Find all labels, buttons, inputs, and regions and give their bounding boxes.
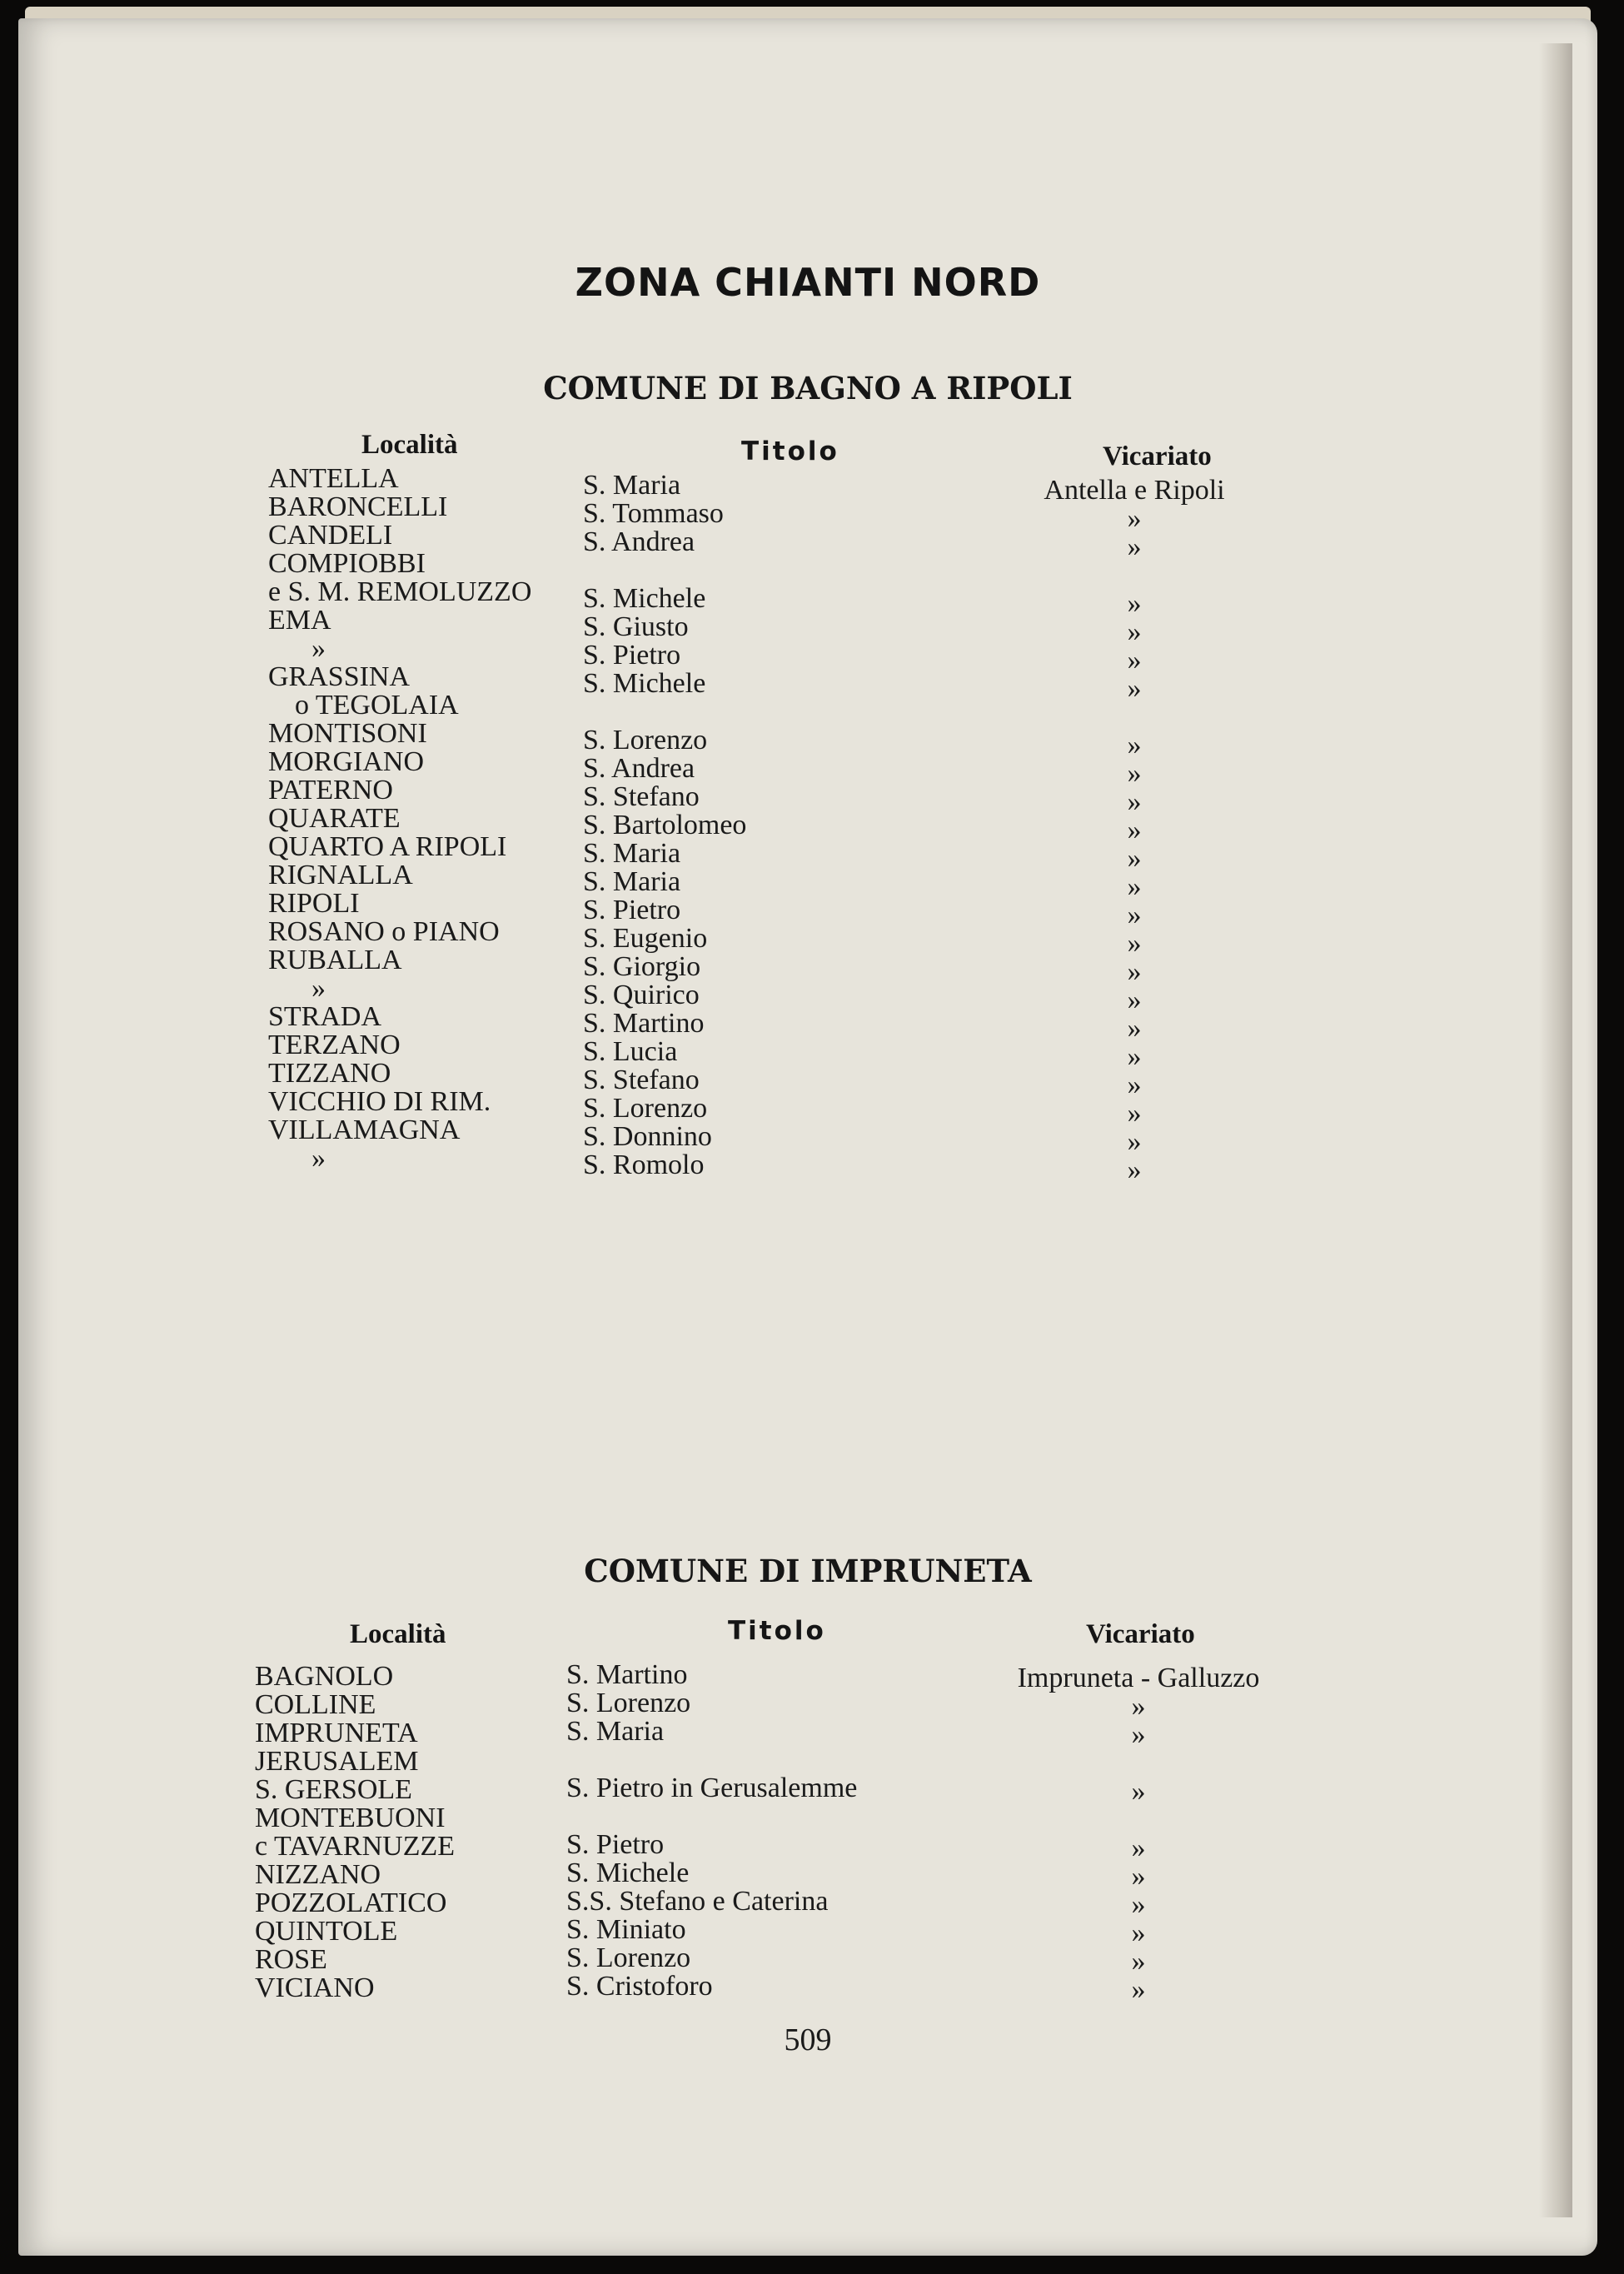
localita-entry: STRADA — [268, 1001, 382, 1032]
titolo-entry: S. Lorenzo — [566, 1942, 691, 1973]
titolo-entry: S. Quirico — [583, 980, 700, 1010]
vicariato-entry: » — [1127, 928, 1142, 959]
header-vicariato: Vicariato — [1103, 441, 1212, 471]
localita-entry: QUARATE — [268, 803, 401, 834]
localita-entry: » — [311, 633, 326, 664]
header-vicariato: Vicariato — [1086, 1619, 1195, 1649]
titolo-entry: S. Giorgio — [583, 951, 701, 982]
vicariato-entry: » — [1127, 645, 1142, 676]
titolo-entry: S. Romolo — [583, 1149, 705, 1180]
header-localita: Località — [361, 430, 458, 460]
titolo-entry: S.S. Stefano e Caterina — [566, 1886, 829, 1917]
localita-list — [255, 1663, 455, 2002]
localita-entry: c TAVARNUZZE — [255, 1831, 456, 1862]
titolo-entry: S. Martino — [566, 1659, 688, 1690]
titolo-entry: S. Pietro in Gerusalemme — [566, 1773, 858, 1803]
titolo-entry — [566, 1746, 857, 1774]
vicariato-entry: » — [1127, 871, 1142, 902]
titolo-entry: S. Lorenzo — [583, 1093, 708, 1124]
vicariato-entry: » — [1127, 1070, 1142, 1100]
localita-entry: BAGNOLO — [255, 1661, 394, 1692]
localita-entry: VICIANO — [255, 1972, 375, 2003]
vicariato-entry: » — [1127, 985, 1142, 1015]
localita-entry: IMPRUNETA — [255, 1718, 418, 1748]
zone-title: ZONA CHIANTI NORD — [575, 260, 1041, 305]
page-number: 509 — [784, 2022, 832, 2057]
vicariato-entry: » — [1131, 1917, 1146, 1948]
vicariato-entry: » — [1127, 956, 1142, 987]
localita-entry: COLLINE — [255, 1689, 376, 1720]
localita-entry: S. GERSOLE — [255, 1774, 412, 1805]
localita-entry: RIGNALLA — [268, 860, 413, 890]
vicariato-entry: » — [1131, 1833, 1146, 1863]
vicariato-entry: » — [1127, 673, 1142, 704]
titolo-entry: S. Andrea — [583, 526, 695, 557]
vicariato-entry — [984, 1749, 1293, 1778]
vicariato-entry — [1001, 703, 1268, 731]
vicariato-entry: » — [1127, 730, 1142, 760]
titolo-entry: S. Pietro — [583, 895, 681, 925]
vicariato-entry: » — [1127, 1098, 1142, 1129]
vicariato-entry: » — [1127, 1041, 1142, 1072]
titolo-list — [583, 471, 746, 1179]
vicariato-entry: Antella e Ripoli — [1044, 475, 1225, 506]
localita-entry: TERZANO — [268, 1030, 401, 1060]
titolo-entry: S. Donnino — [583, 1121, 712, 1152]
titolo-entry: S. Andrea — [583, 753, 695, 784]
localita-entry: ANTELLA — [268, 463, 399, 494]
titolo-entry: S. Stefano — [583, 781, 700, 812]
localita-entry: MORGIANO — [268, 746, 424, 777]
vicariato-entry: » — [1127, 531, 1142, 562]
titolo-entry: S. Stefano — [583, 1065, 700, 1095]
localita-entry: » — [311, 973, 326, 1004]
localita-entry: TIZZANO — [268, 1058, 391, 1089]
header-localita: Località — [350, 1619, 446, 1649]
titolo-entry — [583, 698, 746, 726]
titolo-entry: S. Bartolomeo — [583, 810, 747, 840]
titolo-entry: S. Lucia — [583, 1036, 678, 1067]
commune-bagno-a-ripoli-title: COMUNE DI BAGNO A RIPOLI — [543, 370, 1073, 406]
vicariato-entry: Impruneta - Galluzzo — [1017, 1663, 1260, 1693]
commune-impruneta-title: COMUNE DI IMPRUNETA — [584, 1553, 1032, 1589]
localita-entry: MONTEBUONI — [255, 1803, 446, 1833]
vicariato-entry: » — [1127, 786, 1142, 817]
header-titolo: Titolo — [741, 436, 839, 466]
vicariato-entry: » — [1127, 758, 1142, 789]
titolo-entry: S. Maria — [583, 838, 681, 869]
localita-entry: CANDELI — [268, 520, 393, 551]
titolo-entry: S. Michele — [566, 1858, 690, 1888]
localita-entry: JERUSALEM — [255, 1746, 419, 1777]
localita-entry: ROSE — [255, 1944, 327, 1975]
localita-entry: POZZOLATICO — [255, 1888, 447, 1918]
localita-entry: EMA — [268, 605, 331, 636]
vicariato-entry: » — [1131, 1889, 1146, 1920]
localita-entry: ROSANO o PIANO — [268, 916, 500, 947]
localita-entry: VICCHIO DI RIM. — [268, 1086, 491, 1117]
vicariato-entry — [1001, 561, 1268, 590]
titolo-entry: S. Maria — [583, 866, 681, 897]
titolo-entry — [566, 1803, 857, 1831]
localita-entry: RIPOLI — [268, 888, 360, 919]
localita-entry: » — [311, 1143, 326, 1174]
vicariato-entry: » — [1131, 1974, 1146, 2005]
localita-entry: GRASSINA — [268, 661, 411, 692]
header-titolo: Titolo — [728, 1616, 826, 1646]
localita-entry: MONTISONI — [268, 718, 427, 749]
localita-entry: QUARTO A RIPOLI — [268, 831, 507, 862]
titolo-entry: S. Giusto — [583, 611, 689, 642]
titolo-entry: S. Lorenzo — [583, 725, 708, 756]
vicariato-entry: » — [1127, 843, 1142, 874]
vicariato-entry: » — [1127, 1013, 1142, 1044]
titolo-entry: S. Maria — [583, 470, 681, 501]
vicariato-entry: » — [1131, 1719, 1146, 1750]
book-page — [18, 18, 1597, 2256]
vicariato-entry: » — [1127, 1126, 1142, 1157]
vicariato-entry: » — [1131, 1946, 1146, 1977]
titolo-entry: S. Pietro — [583, 640, 681, 671]
titolo-entry: S. Cristoforo — [566, 1971, 713, 2002]
localita-entry: QUINTOLE — [255, 1916, 398, 1947]
titolo-entry: S. Eugenio — [583, 923, 708, 954]
localita-list — [268, 465, 531, 1173]
localita-entry: e S. M. REMOLUZZO — [268, 576, 532, 607]
vicariato-entry — [984, 1806, 1293, 1834]
vicariato-entry: » — [1127, 815, 1142, 845]
titolo-entry: S. Maria — [566, 1716, 665, 1747]
vicariato-entry: » — [1131, 1861, 1146, 1892]
vicariato-entry: » — [1127, 616, 1142, 647]
localita-entry: NIZZANO — [255, 1859, 381, 1890]
titolo-entry: S. Martino — [583, 1008, 705, 1039]
localita-entry: COMPIOBBI — [268, 548, 426, 579]
titolo-list — [566, 1661, 857, 2001]
vicariato-entry: » — [1127, 503, 1142, 534]
localita-entry: RUBALLA — [268, 945, 402, 975]
titolo-entry: S. Lorenzo — [566, 1688, 691, 1718]
vicariato-list — [984, 1664, 1293, 2004]
titolo-entry: S. Miniato — [566, 1914, 686, 1945]
titolo-entry: S. Michele — [583, 583, 706, 614]
vicariato-entry: » — [1127, 588, 1142, 619]
vicariato-entry: » — [1127, 1154, 1142, 1185]
vicariato-entry: » — [1127, 900, 1142, 930]
vicariato-entry: » — [1131, 1776, 1146, 1807]
vicariato-list — [1001, 476, 1268, 1184]
titolo-entry: S. Tommaso — [583, 498, 724, 529]
localita-entry: BARONCELLI — [268, 491, 448, 522]
localita-entry: PATERNO — [268, 775, 393, 805]
vicariato-entry: » — [1131, 1691, 1146, 1722]
titolo-entry — [583, 556, 746, 585]
titolo-entry: S. Pietro — [566, 1829, 665, 1860]
localita-entry: VILLAMAGNA — [268, 1115, 461, 1145]
titolo-entry: S. Michele — [583, 668, 706, 699]
localita-entry: o TEGOLAIA — [295, 690, 459, 721]
